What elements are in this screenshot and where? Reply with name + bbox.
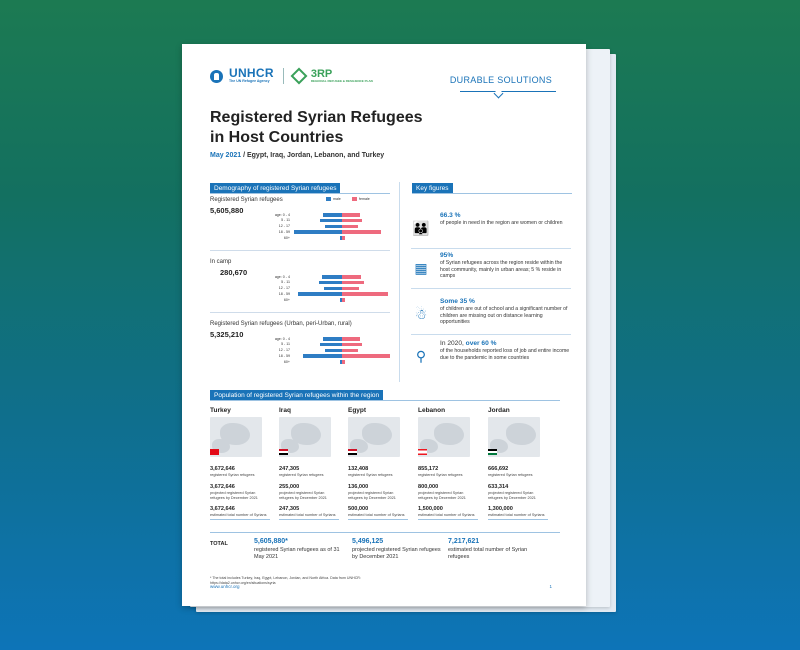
female-bar: [342, 213, 360, 217]
age-group-label: 12 - 17: [278, 224, 290, 229]
lebanon-flag: [418, 449, 427, 455]
male-bar: [298, 292, 342, 296]
key-figure-value: [440, 212, 461, 219]
country-rule: [488, 519, 548, 520]
estimated-label: estimated total number of Syrians: [348, 513, 405, 517]
projected-label: projected registered Syrian refugees by December 2021: [210, 491, 258, 500]
female-bar: [342, 275, 361, 279]
country-rule: [279, 519, 339, 520]
estimated-value: 247,305: [279, 506, 300, 512]
total-value: 5,496,125: [352, 538, 384, 545]
column-divider: [399, 182, 400, 382]
demography-group-label: Registered Syrian refugees (Urban, peri-Urban, rural): [210, 321, 352, 327]
female-bar: [342, 354, 390, 358]
male-bar: [303, 354, 342, 358]
female-bar: [342, 236, 345, 240]
subtitle-month: May 2021: [210, 152, 242, 159]
key-figure-number: Some 35 %: [440, 298, 475, 305]
section-tag: DURABLE SOLUTIONS: [449, 75, 552, 85]
male-bar: [324, 287, 342, 291]
page-title: [210, 108, 470, 148]
rrp-logo-text: 3RP: [310, 68, 333, 80]
section-tag-underline: [460, 91, 556, 92]
demography-group-value: 280,670: [220, 268, 248, 277]
total-description: estimated total number of Syrian refugees: [448, 547, 528, 560]
male-bar: [320, 219, 342, 223]
projected-label: projected registered Syrian refugees by December 2021: [279, 491, 327, 500]
estimated-label: estimated total number of Syrians: [279, 513, 336, 517]
key-figure-number: over 60 %: [465, 340, 497, 347]
jordan-flag: [488, 449, 497, 455]
female-bar: [342, 292, 388, 296]
estimated-value: 500,000: [348, 506, 369, 512]
footer-url[interactable]: www.unhcr.org: [210, 584, 240, 589]
document-page: [182, 44, 586, 606]
projected-value: 800,000: [418, 484, 439, 490]
key-figure-divider: [411, 334, 571, 335]
age-group-label: 60+: [283, 297, 290, 302]
country-name: Iraq: [279, 407, 291, 414]
footnote: * The total includes Turkey, Iraq, Egypt, Lebanon, Jordan, and North Africa. Data from UNHCR: https://data2.unhcr.org/en/situations/syria: [210, 576, 361, 585]
search-icon: ⚲: [415, 348, 427, 364]
projected-value: 136,000: [348, 484, 369, 490]
female-bar: [342, 287, 359, 291]
total-description: projected registered Syrian refugees by December 2021: [352, 547, 441, 560]
estimated-value: 1,500,000: [418, 506, 443, 512]
subtitle-countries: / Egypt, Iraq, Jordan, Lebanon, and Turkey: [241, 152, 385, 159]
children-icon: ☃: [414, 306, 428, 322]
demography-group-value: 5,325,210: [210, 330, 244, 339]
female-bar: [342, 298, 345, 302]
map-shape: [434, 423, 464, 445]
city-icon: ▦: [414, 260, 428, 276]
male-bar: [325, 225, 342, 229]
country-name: Jordan: [488, 407, 510, 414]
key-figure-value: [440, 340, 496, 347]
female-bar: [342, 225, 358, 229]
key-figure-value: [440, 252, 453, 259]
unhcr-logo-subtitle: The UN Refugee Agency: [229, 79, 270, 83]
legend-male-swatch: [326, 197, 331, 201]
registered-value: 666,692: [488, 466, 509, 472]
unhcr-logo-text: UNHCR: [229, 66, 274, 80]
age-group-label: 60+: [283, 359, 290, 364]
total-label: TOTAL: [210, 541, 228, 547]
demography-group-rule: [210, 250, 390, 251]
country-rule: [418, 519, 478, 520]
key-figure-divider: [411, 248, 571, 249]
estimated-value: 1,300,000: [488, 506, 513, 512]
key-figure-number: 66.3 %: [440, 212, 461, 219]
age-group-label: age: 0 - 4: [274, 212, 290, 217]
male-bar: [325, 349, 342, 353]
page-number: 1: [549, 584, 552, 589]
male-bar: [319, 281, 342, 285]
estimated-label: estimated total number of Syrians: [418, 513, 475, 517]
total-description: registered Syrian refugees as of 31 May 2021: [254, 547, 340, 560]
male-bar: [294, 230, 342, 234]
page-title-line-1: Registered Syrian Refugees: [210, 109, 423, 126]
age-group-label: 60+: [283, 235, 290, 240]
age-group-label: 12 - 17: [278, 286, 290, 291]
demography-heading: Demography of registered Syrian refugees: [210, 183, 340, 194]
demography-group-label: Registered Syrian refugees: [210, 197, 283, 203]
key-figure-value: [440, 298, 475, 305]
age-group-label: 5 - 11: [281, 280, 290, 285]
demography-group-rule: [210, 312, 390, 313]
egypt-flag: [348, 449, 357, 455]
key-figure-text: of the households reported loss of job and entire income due to the pandemic in some countries: [440, 348, 570, 361]
turkey-flag: [210, 449, 219, 455]
demography-heading-rule: [210, 193, 390, 194]
projected-label: projected registered Syrian refugees by December 2021: [488, 491, 536, 500]
estimated-label: estimated total number of Syrians: [210, 513, 267, 517]
registered-label: registered Syrian refugees: [279, 473, 324, 477]
header-logos: [210, 68, 373, 84]
family-icon: 👪: [412, 220, 430, 236]
rrp-logo-subtitle: REGIONAL REFUGEE & RESILIENCE PLAN: [310, 79, 373, 83]
age-group-label: 12 - 17: [278, 348, 290, 353]
estimated-label: estimated total number of Syrians: [488, 513, 545, 517]
male-bar: [320, 343, 342, 347]
legend-female-swatch: [352, 197, 357, 201]
key-figure-number: 95%: [440, 252, 454, 259]
iraq-flag: [279, 449, 288, 455]
country-name: Egypt: [348, 407, 367, 414]
key-figure-prefix: In 2020,: [440, 340, 466, 347]
age-group-label: 18 - 59: [278, 291, 290, 296]
unhcr-logo-icon: [210, 70, 223, 83]
key-figures-heading-rule: [412, 193, 572, 194]
population-heading-rule: [210, 400, 560, 401]
legend-female-label: female: [359, 197, 370, 201]
age-group-label: 5 - 11: [281, 342, 290, 347]
female-bar: [342, 337, 360, 341]
page-subtitle: [210, 152, 384, 159]
age-group-label: age: 0 - 4: [274, 336, 290, 341]
key-figure-text: of children are out of school and a significant number of children are missing out on distance learning opportunities: [440, 306, 568, 326]
legend-male: [326, 197, 341, 201]
female-bar: [342, 281, 364, 285]
rrp-logo-icon: [290, 68, 307, 85]
female-bar: [342, 343, 362, 347]
population-heading: Population of registered Syrian refugees within the region: [210, 390, 383, 401]
male-bar: [322, 275, 342, 279]
country-rule: [348, 519, 408, 520]
total-rule: [210, 532, 560, 533]
map-shape: [506, 423, 536, 445]
demography-group-value: 5,605,880: [210, 206, 244, 215]
projected-label: projected registered Syrian refugees by December 2021: [348, 491, 396, 500]
male-bar: [323, 213, 342, 217]
age-group-label: age: 0 - 4: [274, 274, 290, 279]
projected-value: 3,672,646: [210, 484, 235, 490]
registered-value: 3,672,646: [210, 466, 235, 472]
registered-value: 855,172: [418, 466, 439, 472]
unhcr-logo: [229, 68, 274, 84]
logo-divider: [283, 68, 284, 84]
page-title-line-2: in Host Countries: [210, 129, 344, 146]
registered-label: registered Syrian refugees: [418, 473, 463, 477]
age-group-label: 18 - 59: [278, 229, 290, 234]
registered-label: registered Syrian refugees: [488, 473, 533, 477]
registered-label: registered Syrian refugees: [348, 473, 393, 477]
projected-label: projected registered Syrian refugees by December 2021: [418, 491, 466, 500]
female-bar: [342, 349, 358, 353]
estimated-value: 3,672,646: [210, 506, 235, 512]
projected-value: 633,314: [488, 484, 509, 490]
country-name: Turkey: [210, 407, 231, 414]
legend-female: [352, 197, 370, 201]
key-figure-text: of people in need in the region are women or children: [440, 220, 563, 226]
country-rule: [210, 519, 270, 520]
age-group-label: 18 - 59: [278, 353, 290, 358]
age-group-label: 5 - 11: [281, 218, 290, 223]
female-bar: [342, 230, 381, 234]
projected-value: 255,000: [279, 484, 300, 490]
registered-value: 247,305: [279, 466, 300, 472]
key-figures-heading: Key figures: [412, 183, 453, 194]
female-bar: [342, 360, 345, 364]
demography-group-label: In camp: [210, 259, 232, 265]
registered-value: 132,408: [348, 466, 369, 472]
rrp-logo: [311, 69, 373, 83]
male-bar: [323, 337, 342, 341]
legend-male-label: male: [333, 197, 341, 201]
country-name: Lebanon: [418, 407, 446, 414]
key-figure-divider: [411, 288, 571, 289]
female-bar: [342, 219, 362, 223]
total-value: 5,605,880*: [254, 538, 288, 545]
key-figure-text: of Syrian refugees across the region reside within the host community, mainly in urban areas; 5 % reside in camps: [440, 260, 563, 280]
registered-label: registered Syrian refugees: [210, 473, 255, 477]
total-value: 7,217,621: [448, 538, 480, 545]
